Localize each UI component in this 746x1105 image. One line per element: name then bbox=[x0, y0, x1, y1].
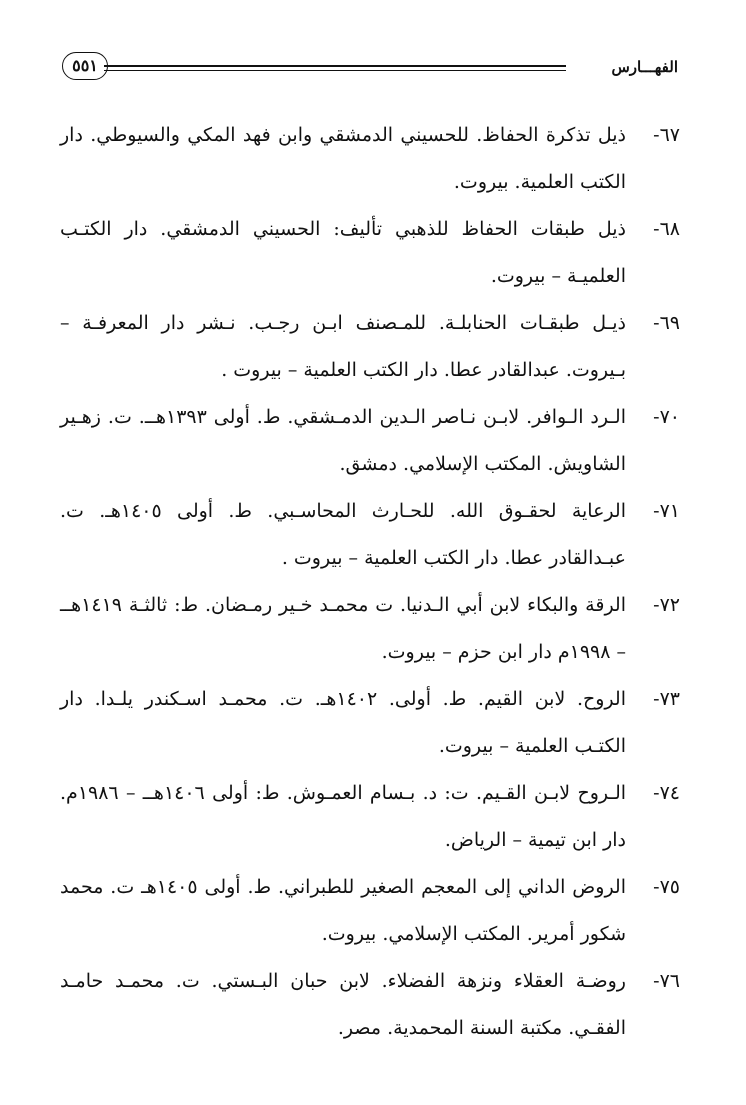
page-header bbox=[58, 48, 678, 88]
entry-number: ٦٧- bbox=[653, 124, 680, 146]
bibliography-entry bbox=[60, 394, 680, 488]
entry-text: الـرد الـوافر. لابـن نـاصر الـدين الدمـشقي. ط. أولى ١٣٩٣هــ. ت. زهـير الشاويش. المكتب الإسلامي. دمشق. bbox=[60, 406, 626, 475]
entry-text: ذيل طبقات الحفاظ للذهبي تأليف: الحسيني الدمشقي. دار الكتـب العلميـة – بيروت. bbox=[60, 218, 626, 287]
entry-number: ٧٣- bbox=[653, 688, 680, 710]
bibliography-entry bbox=[60, 300, 680, 394]
entry-text: الرعاية لحقـوق الله. للحـارث المحاسـبي. ط. أولى ١٤٠٥هـ. ت. عبـدالقادر عطا. دار الكتب العلمية – بيروت . bbox=[60, 500, 626, 569]
entry-text: الـروح لابـن القـيم. ت: د. بـسام العمـوش. ط: أولى ١٤٠٦هــ – ١٩٨٦م. دار ابن تيمية – الرياض. bbox=[60, 782, 627, 851]
entry-number: ٦٩- bbox=[653, 312, 680, 334]
page-number: ٥٥١ bbox=[62, 52, 108, 80]
entry-text: ذيل تذكرة الحفاظ. للحسيني الدمشقي وابن فهد المكي والسيوطي. دار الكتب العلمية. بيروت. bbox=[60, 124, 626, 193]
entry-number: ٧٥- bbox=[653, 876, 680, 898]
entry-text: الروض الداني إلى المعجم الصغير للطبراني. ط. أولى ١٤٠٥هـ ت. محمد شكور أمرير. المكتب الإسلامي. بيروت. bbox=[60, 876, 626, 945]
bibliography-entry bbox=[60, 112, 680, 206]
bibliography-entry bbox=[60, 958, 680, 1052]
entry-text: روضـة العقلاء ونزهة الفضلاء. لابن حبان البـستي. ت. محمـد حامـد الفقـي. مكتبة السنة المحمدية. مصر. bbox=[60, 970, 626, 1039]
header-title: الفهـــارس bbox=[611, 58, 678, 76]
entry-text: الروح. لابن القيم. ط. أولى. ١٤٠٢هـ. ت. محمـد اسـكندر يلـدا. دار الكتـب العلمية – بيروت. bbox=[60, 688, 626, 757]
entry-number: ٧١- bbox=[653, 500, 680, 522]
bibliography-list bbox=[60, 112, 680, 1052]
bibliography-entry bbox=[60, 864, 680, 958]
entry-number: ٧٢- bbox=[653, 594, 680, 616]
entry-number: ٧٦- bbox=[653, 970, 680, 992]
bibliography-entry bbox=[60, 582, 680, 676]
entry-text: الرقة والبكاء لابن أبي الـدنيا. ت محمـد خـير رمـضان. ط: ثالثـة ١٤١٩هــ – ١٩٩٨م دار ابن حزم – بيروت. bbox=[60, 594, 626, 663]
bibliography-entry bbox=[60, 676, 680, 770]
entry-text: ذيـل طبقـات الحنابلـة. للمـصنف ابـن رجـب. نـشر دار المعرفـة – بـيروت. عبدالقادر عطا. دار الكتب العلمية – بيروت . bbox=[60, 312, 626, 381]
bibliography-entry bbox=[60, 488, 680, 582]
entry-number: ٦٨- bbox=[653, 218, 680, 240]
header-rule bbox=[104, 65, 566, 71]
entry-number: ٧٤- bbox=[653, 782, 680, 804]
entry-number: ٧٠- bbox=[653, 406, 680, 428]
bibliography-entry bbox=[60, 770, 680, 864]
bibliography-entry bbox=[60, 206, 680, 300]
